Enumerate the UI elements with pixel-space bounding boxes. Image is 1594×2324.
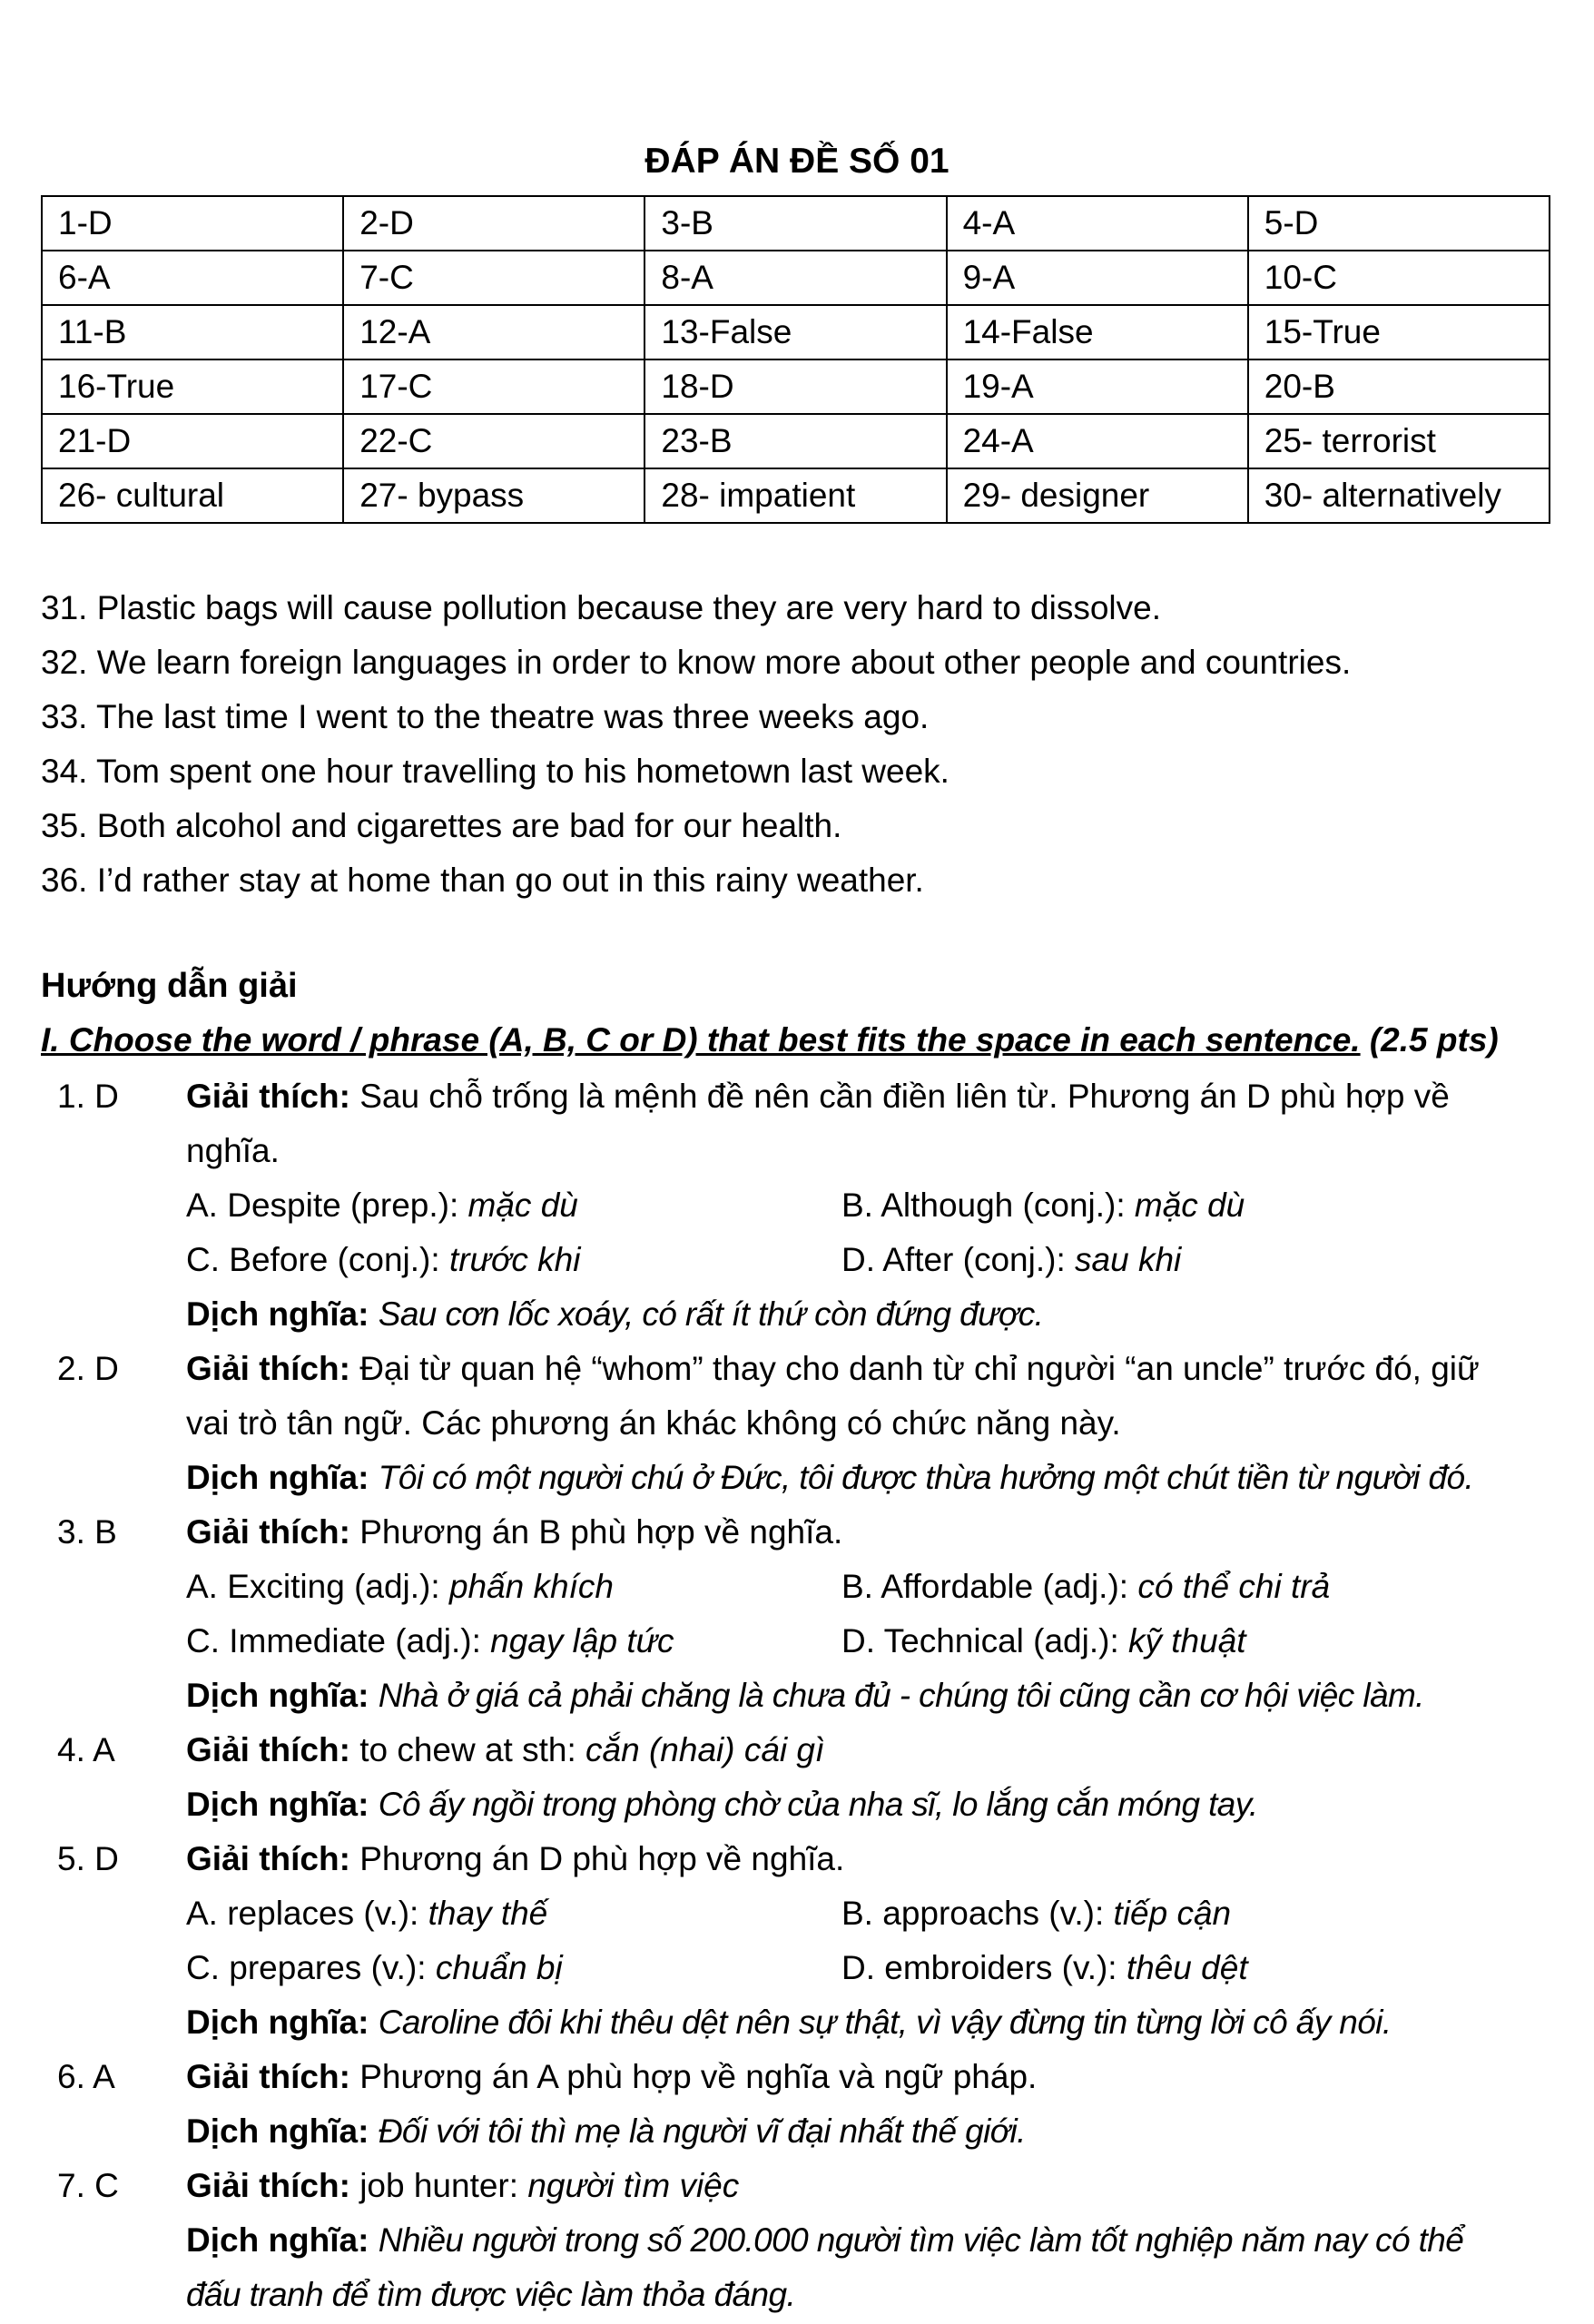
translation-text: Sau cơn lốc xoáy, có rất ít thứ còn đứng được. [378,1295,1044,1333]
translation-line [186,2213,1552,2268]
answer-cell: 9-A [947,251,1248,305]
answer-row [42,414,1550,468]
item-number: 3. B [57,1513,117,1551]
option-meaning: phấn khích [448,1568,614,1605]
explain-text: job hunter: [359,2167,528,2204]
answer-row [42,305,1550,359]
answer-cell: 13-False [644,305,946,359]
translation-text: Nhà ở giá cả phải chăng là chưa đủ - chúng tôi cũng cần cơ hội việc làm. [378,1677,1424,1714]
translation-line [186,1669,1552,1723]
option-item [841,1560,1497,1614]
option-item [841,1178,1497,1233]
explanation-item [41,1505,1552,1723]
explanation-item [41,2159,1552,2322]
answer-cell: 24-A [947,414,1248,468]
answer-cell: 26- cultural [42,468,343,523]
answer-cell: 27- bypass [343,468,644,523]
section-heading [41,1013,1499,1068]
translation-label: Dịch nghĩa: [186,1459,369,1496]
item-number: 5. D [57,1840,119,1877]
explain-label: Giải thích: [186,2058,350,2095]
option-meaning: mặc dù [467,1187,578,1224]
answer-cell: 22-C [343,414,644,468]
translation-text: Cô ấy ngồi trong phòng chờ của nha sĩ, lo lắng cắn móng tay. [378,1786,1258,1823]
answer-cell: 1-D [42,196,343,251]
item-body [186,1069,1552,1342]
answer-cell: 3-B [644,196,946,251]
item-body [186,1342,1552,1505]
explanation-item [41,1069,1552,1342]
sentence-36: 36. I’d rather stay at home than go out in this rainy weather. [41,862,924,899]
option-meaning: thay thế [428,1895,548,1932]
explain-label: Giải thích: [186,1350,350,1387]
explain-meaning: người tìm việc [527,2167,740,2204]
option-meaning: chuẩn bị [435,1949,563,1986]
item-number: 1. D [57,1078,119,1115]
option-term: D. embroiders (v.): [841,1949,1127,1986]
translation-line [186,1995,1552,2050]
option-meaning: sau khi [1075,1241,1182,1278]
answer-cell: 30- alternatively [1248,468,1550,523]
explain-text: Phương án D phù hợp về nghĩa. [359,1840,845,1877]
option-term: C. Immediate (adj.): [186,1622,491,1659]
translation-line [186,2268,1552,2322]
translation-line [186,2104,1552,2159]
option-item [841,1233,1497,1287]
sentence-33: 33. The last time I went to the theatre was three weeks ago. [41,698,930,735]
option-item [186,1941,841,1995]
answer-cell: 5-D [1248,196,1550,251]
option-grid [186,1178,1552,1287]
section-points: (2.5 pts) [1369,1021,1499,1059]
explain-line [186,2159,1552,2213]
answer-cell: 14-False [947,305,1248,359]
translation-line [186,1287,1552,1342]
answer-cell: 28- impatient [644,468,946,523]
answer-cell: 10-C [1248,251,1550,305]
option-meaning: thêu dệt [1126,1949,1248,1986]
translation-text: Caroline đôi khi thêu dệt nên sự thật, vì vậy đừng tin từng lời cô ấy nói. [378,2004,1392,2041]
explain-line [186,1723,1552,1777]
option-term: D. After (conj.): [841,1241,1076,1278]
answer-cell: 25- terrorist [1248,414,1550,468]
sentence-31: 31. Plastic bags will cause pollution because they are very hard to dissolve. [41,589,1162,626]
section-title: I. Choose the word / phrase (A, B, C or D) that best fits the space in each sentence. [41,1021,1361,1059]
explain-line [186,1069,1552,1124]
sentence-34: 34. Tom spent one hour travelling to his hometown last week. [41,753,950,790]
option-item [186,1560,841,1614]
answer-row [42,196,1550,251]
sentence-32: 32. We learn foreign languages in order to know more about other people and countries. [41,644,1352,681]
option-item [186,1178,841,1233]
explain-text: Phương án A phù hợp về nghĩa và ngữ pháp. [359,2058,1038,2095]
page-title: ĐÁP ÁN ĐỀ SỐ 01 [644,142,950,181]
item-body [186,1723,1552,1832]
translation-label: Dịch nghĩa: [186,2112,369,2150]
option-term: C. Before (conj.): [186,1241,449,1278]
translation-text: Tôi có một người chú ở Đức, tôi được thừa hưởng một chút tiền từ người đó. [378,1459,1474,1496]
explain-text: Đại từ quan hệ “whom” thay cho danh từ chỉ người “an uncle” trước đó, giữ [359,1350,1480,1387]
answer-cell: 29- designer [947,468,1248,523]
translation-label: Dịch nghĩa: [186,1295,369,1333]
translation-label: Dịch nghĩa: [186,2004,369,2041]
explain-text: to chew at sth: [359,1731,586,1768]
explanation-list [41,1069,1552,2322]
answer-cell: 21-D [42,414,343,468]
option-item [186,1614,841,1669]
explain-text: Sau chỗ trống là mệnh đề nên cần điền liên từ. Phương án D phù hợp về [359,1078,1450,1115]
explain-line [186,1124,1552,1178]
explain-line [186,1832,1552,1886]
translation-line [186,1451,1552,1505]
translation-label: Dịch nghĩa: [186,1677,369,1714]
explain-line [186,1396,1552,1451]
answer-cell: 18-D [644,359,946,414]
option-term: B. Although (conj.): [841,1187,1135,1224]
answer-cell: 11-B [42,305,343,359]
item-body [186,1505,1552,1723]
explanation-item [41,1832,1552,2050]
explain-label: Giải thích: [186,1078,350,1115]
translation-text: Nhiều người trong số 200.000 người tìm việc làm tốt nghiệp năm nay có thể [378,2221,1464,2259]
option-term: D. Technical (adj.): [841,1622,1128,1659]
explain-text: Phương án B phù hợp về nghĩa. [359,1513,843,1551]
option-item [841,1886,1497,1941]
sentence-35: 35. Both alcohol and cigarettes are bad for our health. [41,807,842,844]
explain-meaning: cắn (nhai) cái gì [585,1731,825,1768]
answer-row [42,359,1550,414]
answer-cell: 16-True [42,359,343,414]
answer-cell: 19-A [947,359,1248,414]
explain-label: Giải thích: [186,1731,350,1768]
translation-label: Dịch nghĩa: [186,1786,369,1823]
option-grid [186,1886,1552,1995]
option-meaning: mặc dù [1134,1187,1245,1224]
explanation-item [41,1723,1552,1832]
explanation-item [41,1342,1552,1505]
answer-cell: 6-A [42,251,343,305]
option-term: B. Affordable (adj.): [841,1568,1138,1605]
explain-label: Giải thích: [186,2167,350,2204]
answer-cell: 23-B [644,414,946,468]
answer-cell: 8-A [644,251,946,305]
item-body [186,2050,1552,2159]
item-number: 4. A [57,1731,115,1768]
option-term: A. replaces (v.): [186,1895,428,1932]
translation-text: đấu tranh để tìm được việc làm thỏa đáng. [186,2276,796,2313]
explain-text: nghĩa. [186,1132,280,1169]
guide-heading: Hướng dẫn giải [41,967,298,1005]
option-item [841,1614,1497,1669]
option-item [841,1941,1497,1995]
option-item [186,1233,841,1287]
option-term: A. Exciting (adj.): [186,1568,449,1605]
option-term: A. Despite (prep.): [186,1187,468,1224]
explain-line [186,2050,1552,2104]
answer-cell: 15-True [1248,305,1550,359]
answer-cell: 2-D [343,196,644,251]
explain-line [186,1505,1552,1560]
option-meaning: kỹ thuật [1128,1622,1246,1659]
answer-row [42,468,1550,523]
explain-label: Giải thích: [186,1513,350,1551]
rewritten-sentences [41,581,1550,908]
translation-text: Đối với tôi thì mẹ là người vĩ đại nhất thế giới. [378,2112,1026,2150]
item-body [186,1832,1552,2050]
item-body [186,2159,1552,2322]
answer-row [42,251,1550,305]
answer-table [41,195,1550,524]
option-meaning: trước khi [448,1241,581,1278]
explain-label: Giải thích: [186,1840,350,1877]
item-number: 2. D [57,1350,119,1387]
translation-line [186,1777,1552,1832]
option-term: B. approachs (v.): [841,1895,1114,1932]
answer-cell: 12-A [343,305,644,359]
item-number: 6. A [57,2058,115,2095]
answer-cell: 17-C [343,359,644,414]
answer-cell: 7-C [343,251,644,305]
explain-text: vai trò tân ngữ. Các phương án khác không có chức năng này. [186,1404,1121,1442]
option-meaning: có thể chi trả [1137,1568,1331,1605]
explanation-item [41,2050,1552,2159]
explain-line [186,1342,1552,1396]
option-meaning: tiếp cận [1113,1895,1232,1932]
option-meaning: ngay lập tức [490,1622,674,1659]
answer-cell: 20-B [1248,359,1550,414]
option-item [186,1886,841,1941]
option-grid [186,1560,1552,1669]
answer-cell: 4-A [947,196,1248,251]
option-term: C. prepares (v.): [186,1949,436,1986]
translation-label: Dịch nghĩa: [186,2221,369,2259]
item-number: 7. C [57,2167,119,2204]
